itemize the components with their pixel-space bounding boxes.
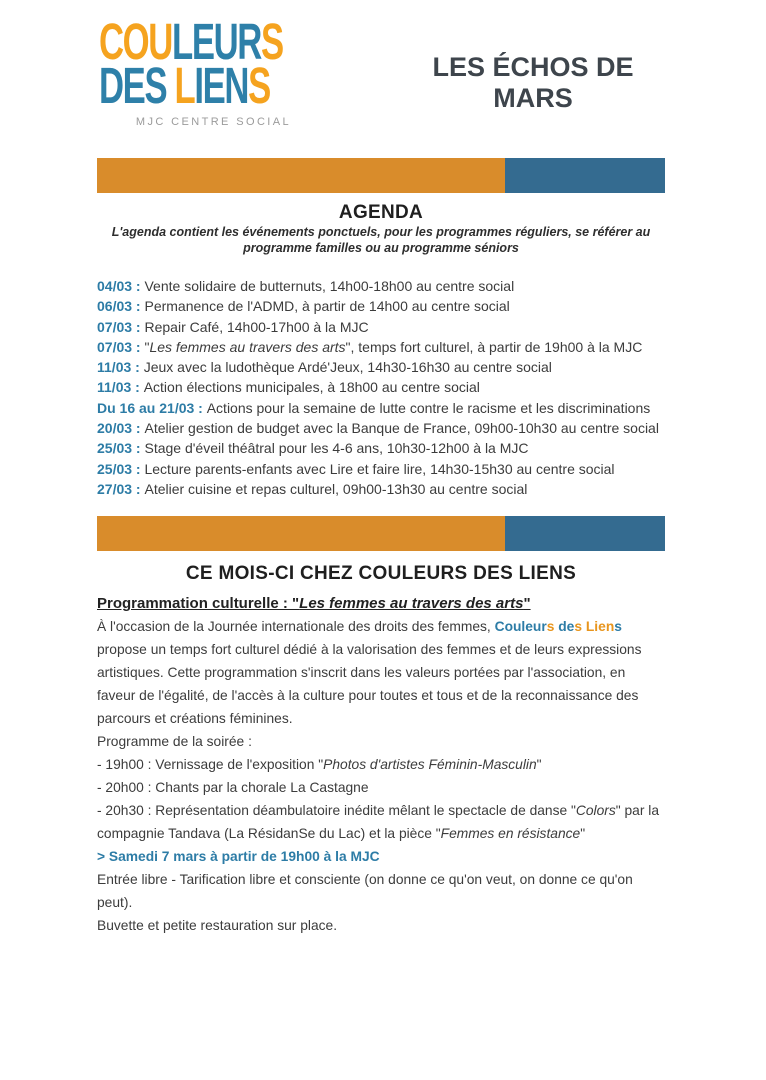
text-segment: s <box>574 619 583 635</box>
text-segment: propose un temps fort culturel dédié à la valorisation des femmes et de leurs expressions artistiques. Cette programmation s'inscrit dans les valeurs portées par l'association, en faveur de l'égalité, de l'accès à la culture pour toutes et tous et de la reconnaissance des parcours et créations féminines. <box>97 642 642 727</box>
agenda-item <box>97 296 665 316</box>
text-segment: IEN <box>194 57 249 114</box>
text-segment: L <box>174 57 195 114</box>
intro-paragraph <box>97 615 665 730</box>
text-segment: " <box>580 826 586 842</box>
text-segment: Couleur <box>494 619 547 635</box>
text-segment: Atelier gestion de budget avec la Banque de France, 09h00-10h30 au centre social <box>144 420 659 437</box>
agenda-item-date: 11/03 : <box>97 379 144 396</box>
text-segment: - 19h00 : Vernissage de l'exposition " <box>97 757 324 773</box>
agenda-list <box>97 276 665 499</box>
month-section <box>97 563 665 937</box>
text-segment: ", temps fort culturel, à partir de 19h00 à la MJC <box>345 338 643 355</box>
agenda-item <box>97 479 665 499</box>
programme-line <box>97 799 665 845</box>
agenda-item-date: 20/03 : <box>97 420 145 437</box>
agenda-item <box>97 418 665 438</box>
agenda-item <box>97 398 665 418</box>
programme-label: Programme de la soirée : <box>97 734 252 750</box>
programme-line <box>97 776 665 799</box>
text-segment: LEUR <box>171 13 261 70</box>
text-segment: " par la compagnie Tandava (La RésidanSe du Lac) et la pièce " <box>97 803 660 842</box>
text-segment: Atelier cuisine et repas culturel, 09h00-13h30 au centre social <box>144 480 528 497</box>
programme-line <box>97 753 665 776</box>
text-segment: " <box>144 338 150 355</box>
agenda-item <box>97 377 665 397</box>
text-segment: - 20h30 : Représentation déambulatoire inédite mêlant le spectacle de danse " <box>97 803 576 819</box>
agenda-item-date: 07/03 : <box>97 318 145 335</box>
text-segment: Lecture parents-enfants avec Lire et faire lire, 14h30-15h30 au centre social <box>144 460 615 477</box>
content-column <box>97 158 665 937</box>
logo <box>99 13 369 128</box>
logo-wordmark <box>99 13 283 114</box>
agenda-subtitle: L'agenda contient les événements ponctuels, pour les programmes réguliers, se référer au programme familles ou au programme séniors <box>111 225 651 255</box>
section-divider-banner-bottom <box>97 516 665 551</box>
text-segment: " <box>523 595 531 613</box>
text-segment: Action élections municipales, à 18h00 au centre social <box>143 379 480 396</box>
month-heading: CE MOIS-CI CHEZ COULEURS DES LIENS <box>185 563 577 585</box>
logo-wordmark-line2 <box>99 57 283 114</box>
header <box>0 0 766 158</box>
agenda-item <box>97 438 665 458</box>
programme-list <box>97 753 665 845</box>
agenda-item <box>97 276 665 296</box>
page-title: LES ÉCHOS DE MARS <box>432 52 634 113</box>
agenda-item <box>97 357 665 377</box>
agenda-item-date: Du 16 au 21/03 : <box>97 399 207 416</box>
agenda-item-date: 07/03 : <box>97 338 145 355</box>
closing-lines <box>97 868 665 937</box>
text-segment: Stage d'éveil théâtral pour les 4-6 ans, 10h30-12h00 à la MJC <box>144 440 529 457</box>
text-segment: Programmation culturelle : " <box>97 595 300 613</box>
programmation-title <box>97 595 665 612</box>
agenda-item-date: 11/03 : <box>97 359 144 376</box>
closing-line: Buvette et petite restauration sur place. <box>97 918 338 934</box>
logo-caption: MJC CENTRE SOCIAL <box>135 116 291 128</box>
agenda-item-date: 27/03 : <box>97 480 145 497</box>
closing-line: Entrée libre - Tarification libre et consciente (on donne ce qu'on veut, on donne ce qu'on peut). <box>97 872 633 911</box>
text-segment: À l'occasion de la Journée internationale des droits des femmes, <box>97 619 495 635</box>
agenda-item-date: 06/03 : <box>97 298 145 315</box>
text-segment: Les femmes au travers des arts <box>149 338 346 355</box>
agenda-item <box>97 337 665 357</box>
text-segment: Photos d'artistes Féminin-Masculin <box>323 757 537 773</box>
text-segment: Vente solidaire de butternuts, 14h00-18h00 au centre social <box>144 278 515 294</box>
text-segment: Colors <box>575 803 616 819</box>
text-segment: S <box>248 57 270 114</box>
event-highlight: > Samedi 7 mars à partir de 19h00 à la MJC <box>97 849 380 865</box>
text-segment: S <box>260 13 283 70</box>
text-segment: Actions pour la semaine de lutte contre le racisme et les discriminations <box>206 399 651 416</box>
text-segment: Permanence de l'ADMD, à partir de 14h00 au centre social <box>144 298 510 315</box>
section-divider-banner-top <box>97 158 665 193</box>
agenda-item-date: 04/03 : <box>97 278 145 294</box>
text-segment: Femmes en résistance <box>440 826 581 842</box>
agenda-item-date: 25/03 : <box>97 460 145 477</box>
text-segment: " <box>536 757 542 773</box>
text-segment: - 20h00 : Chants par la chorale La Castagne <box>97 780 369 796</box>
agenda-section <box>97 202 665 499</box>
banner-blue-segment <box>505 516 665 551</box>
agenda-item-date: 25/03 : <box>97 440 145 457</box>
agenda-item <box>97 459 665 479</box>
text-segment: DES <box>99 57 175 114</box>
text-segment: Repair Café, 14h00-17h00 à la MJC <box>144 318 369 335</box>
text-segment: s <box>546 619 555 635</box>
text-segment: s <box>614 619 622 635</box>
text-segment: Jeux avec la ludothèque Ardé'Jeux, 14h30-16h30 au centre social <box>143 359 552 376</box>
text-segment: de <box>554 619 575 635</box>
agenda-heading: AGENDA <box>338 202 424 223</box>
text-segment: COU <box>99 13 172 70</box>
text-segment: Lien <box>582 619 615 635</box>
text-segment: Les femmes au travers des arts <box>299 595 524 613</box>
banner-blue-segment <box>505 158 665 193</box>
agenda-item <box>97 317 665 337</box>
